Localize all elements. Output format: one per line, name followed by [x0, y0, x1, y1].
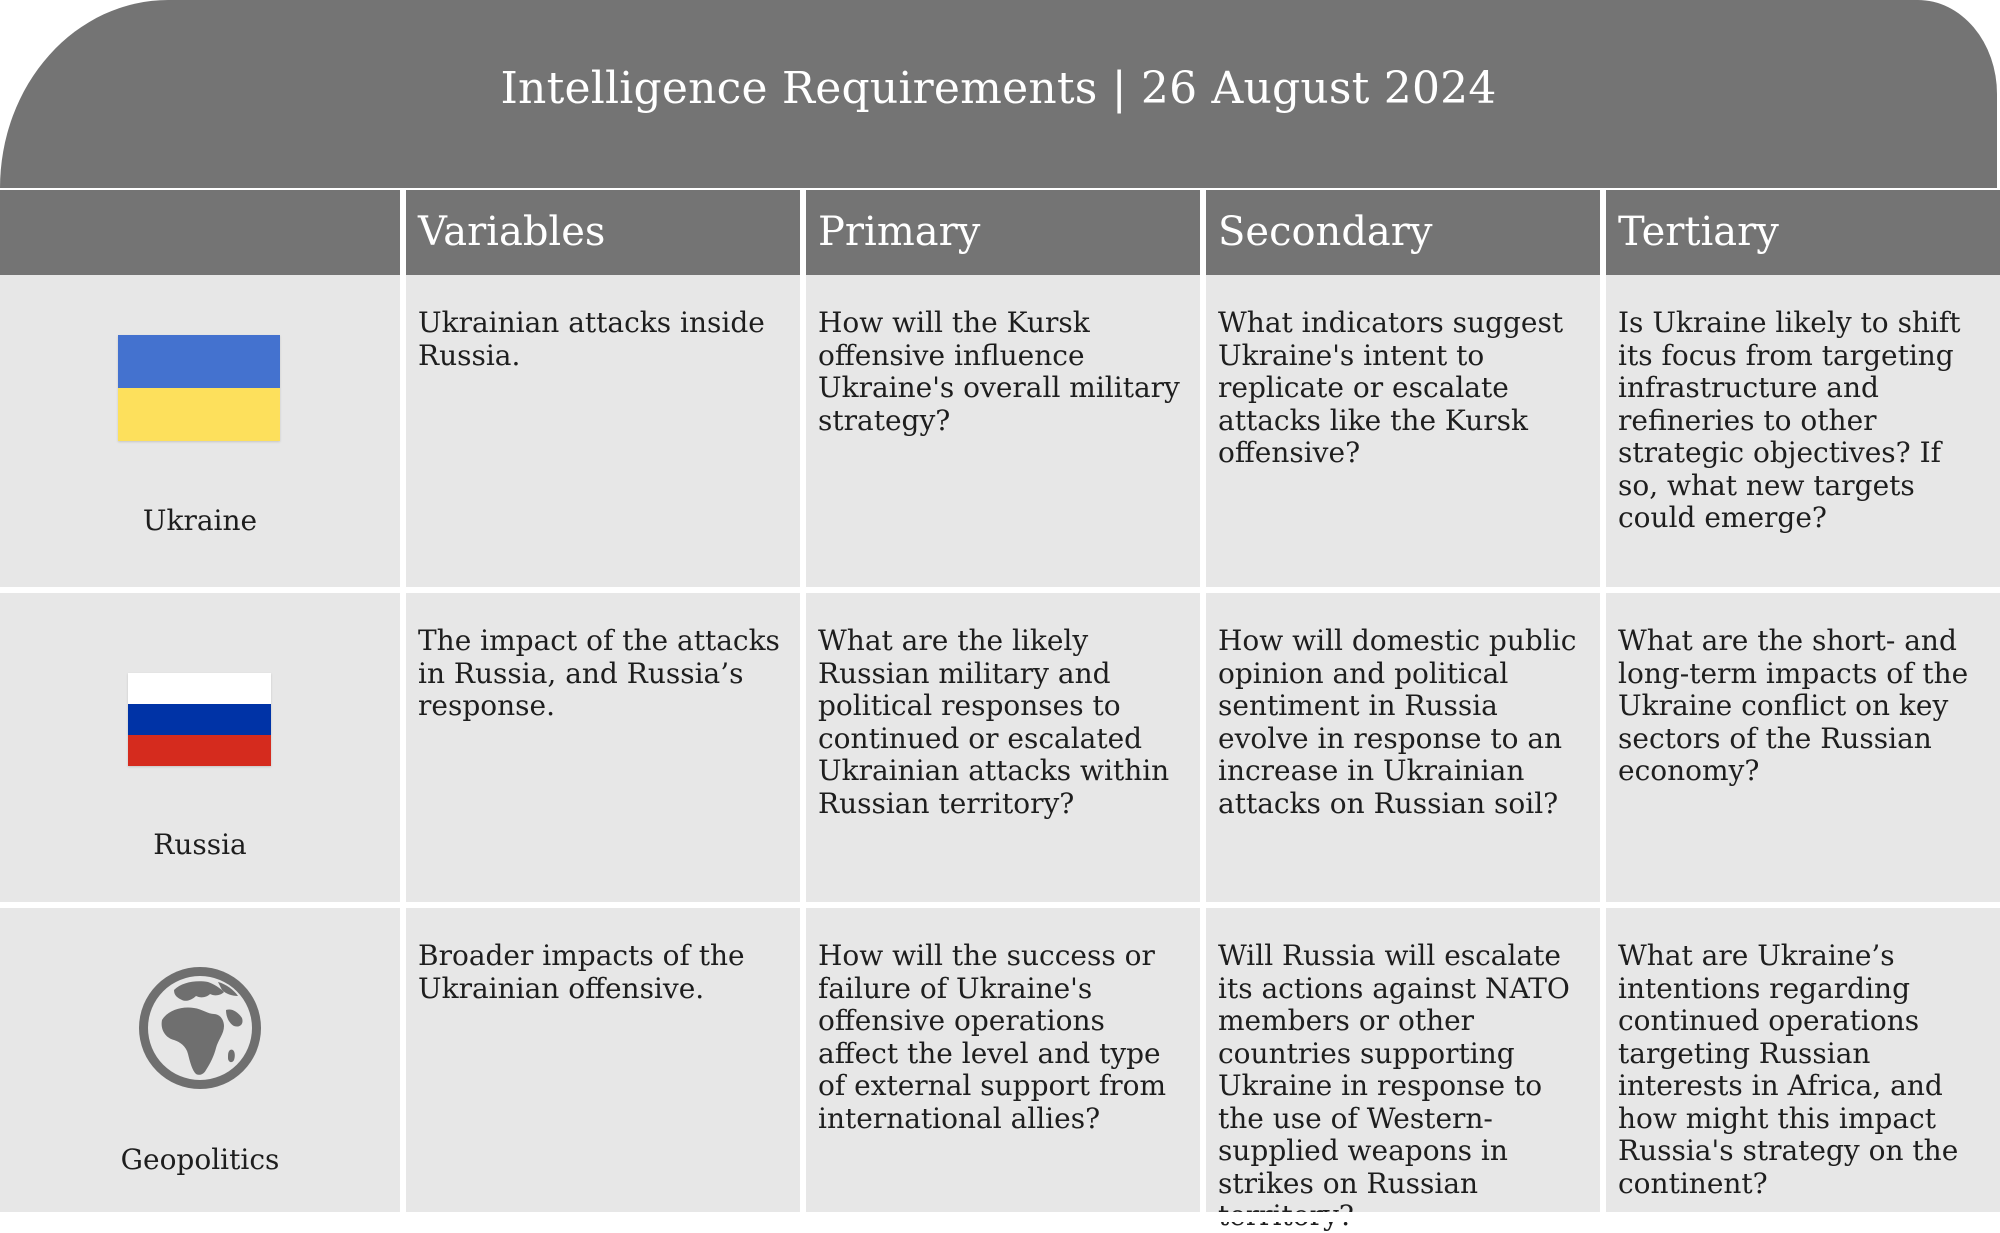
header-tertiary: Tertiary [1600, 190, 2000, 275]
row-label-cell-russia [0, 587, 400, 902]
cell-russia-variables: The impact of the attacks in Russia, and Russia’s response. [400, 587, 800, 902]
cell-russia-primary: What are the likely Russian military and political responses to continued or escalated Ukrainian attacks within Russian territory? [800, 587, 1200, 902]
cell-geopolitics-variables: Broader impacts of the Ukrainian offensive. [400, 902, 800, 1214]
cell-geopolitics-secondary: Will Russia will escalate its actions against NATO members or other countries supporting Ukraine in response to the use of Western-supplied weapons in strikes on Russian [1200, 902, 1600, 1214]
russia-flag-red-band [128, 735, 271, 766]
header-secondary: Secondary [1200, 190, 1600, 275]
cell-russia-secondary: How will domestic public opinion and political sentiment in Russia evolve in response to an increase in Ukrainian attacks on Russian soil? [1200, 587, 1600, 902]
bottom-margin [0, 1212, 2000, 1222]
russia-flag-blue-band [128, 704, 271, 735]
russia-flag-white-band [128, 673, 271, 704]
cell-ukraine-tertiary: Is Ukraine likely to shift its focus from targeting infrastructure and refineries to other strategic objectives? If so, what new targets could emerge? [1600, 275, 2000, 587]
row-label-cell-ukraine [0, 275, 400, 587]
globe-icon-svg [134, 962, 266, 1094]
cell-geopolitics-primary: How will the success or failure of Ukraine's offensive operations affect the level and type of external support from international allies? [800, 902, 1200, 1214]
title-banner [0, 0, 1997, 188]
ukraine-flag-yellow-band [118, 388, 280, 441]
cell-geopolitics-tertiary: What are Ukraine’s intentions regarding continued operations targeting Russian interests in Africa, and how might this impact Russia's strategy on the continent? [1600, 902, 2000, 1214]
row-label-cell-geopolitics [0, 902, 400, 1214]
cell-ukraine-secondary: What indicators suggest Ukraine's intent to replicate or escalate attacks like the Kursk offensive? [1200, 275, 1600, 587]
header-primary: Primary [800, 190, 1200, 275]
cell-ukraine-primary: How will the Kursk offensive influence Ukraine's overall military strategy? [800, 275, 1200, 587]
requirements-table [0, 190, 2000, 1214]
ukraine-flag-blue-band [118, 335, 280, 388]
row-label-geopolitics: Geopolitics [120, 1143, 280, 1176]
cell-ukraine-variables: Ukrainian attacks inside Russia. [400, 275, 800, 587]
row-label-russia: Russia [153, 828, 247, 861]
russia-flag-icon [128, 673, 271, 766]
cell-russia-tertiary: What are the short- and long-term impacts of the Ukraine conflict on key sectors of the Russian economy? [1600, 587, 2000, 902]
header-blank [0, 190, 400, 275]
row-label-ukraine: Ukraine [142, 504, 258, 537]
header-variables: Variables [400, 190, 800, 275]
globe-icon [134, 962, 266, 1094]
page-title: Intelligence Requirements | 26 August 2024 [500, 62, 1497, 114]
ukraine-flag-icon [118, 335, 280, 441]
